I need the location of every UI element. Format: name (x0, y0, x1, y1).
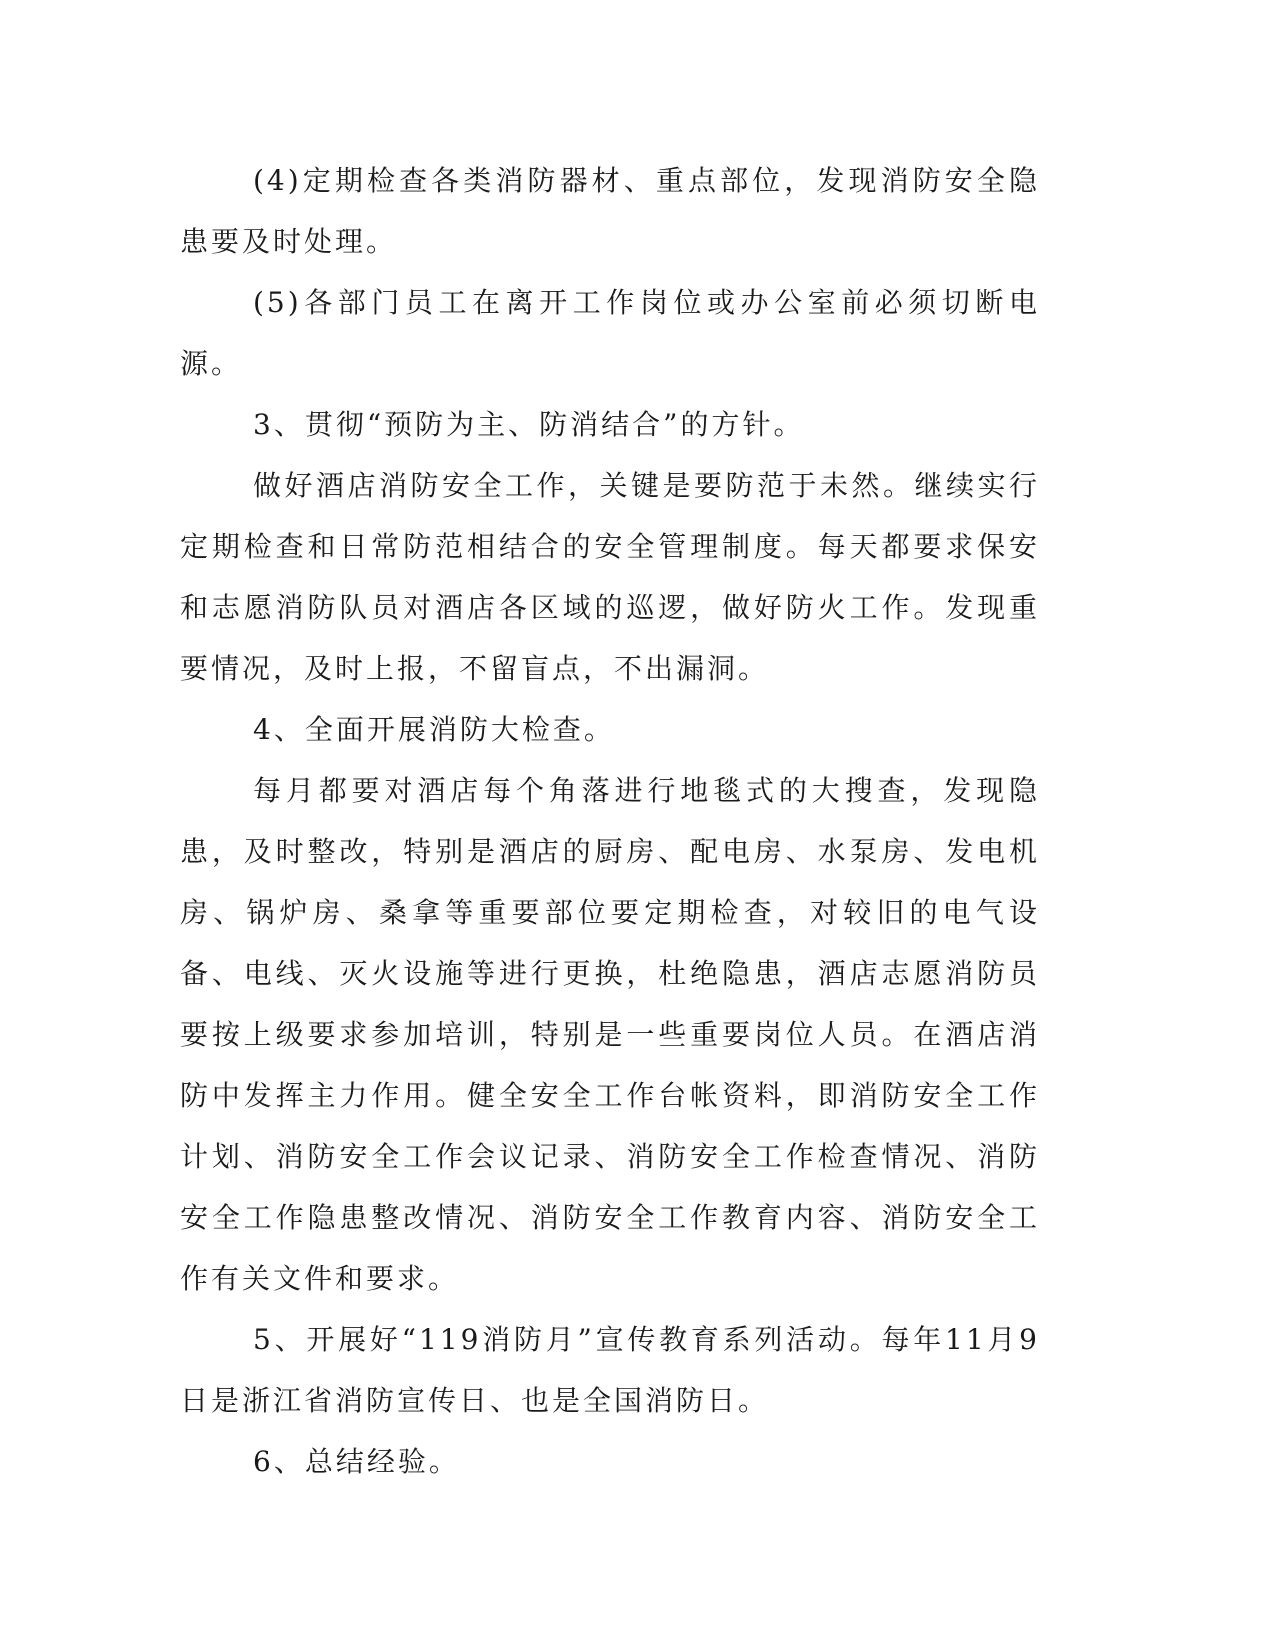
section-heading-4: 4、全面开展消防大检查。 (253, 713, 615, 746)
paragraph-item-5: (5)各部门员工在离开工作岗位或办公室前必须切断电源。 (180, 286, 1040, 380)
document-body (180, 150, 1040, 1492)
section-heading-6: 6、总结经验。 (253, 1445, 460, 1478)
body-paragraph: 做好酒店消防安全工作，关键是要防范于未然。继续实行定期检查和日常防范相结合的安全管理制度。每天都要求保安和志愿消防队员对酒店各区域的巡逻，做好防火工作。发现重要情况，及时上报，不留盲点，不出漏洞。 (180, 469, 1040, 685)
section-heading-3: 3、贯彻“预防为主、防消结合”的方针。 (253, 408, 805, 441)
body-paragraph: 每月都要对酒店每个角落进行地毯式的大搜查，发现隐患，及时整改，特别是酒店的厨房、配电房、水泵房、发电机房、锅炉房、桑拿等重要部位要定期检查，对较旧的电气设备、电线、灭火设施等进行更换，杜绝隐患，酒店志愿消防员要按上级要求参加培训，特别是一些重要岗位人员。在酒店消防中发挥主力作用。健全安全工作台帐资料，即消防安全工作计划、消防安全工作会议记录、消防安全工作检查情况、消防安全工作隐患整改情况、消防安全工作教育内容、消防安全工作有关文件和要求。 (180, 774, 1040, 1295)
section-heading-5: 5、开展好“119消防月”宣传教育系列活动。每年11月9日是浙江省消防宣传日、也是全国消防日。 (180, 1323, 1040, 1417)
paragraph-item-4: (4)定期检查各类消防器材、重点部位，发现消防安全隐患要及时处理。 (180, 164, 1040, 258)
